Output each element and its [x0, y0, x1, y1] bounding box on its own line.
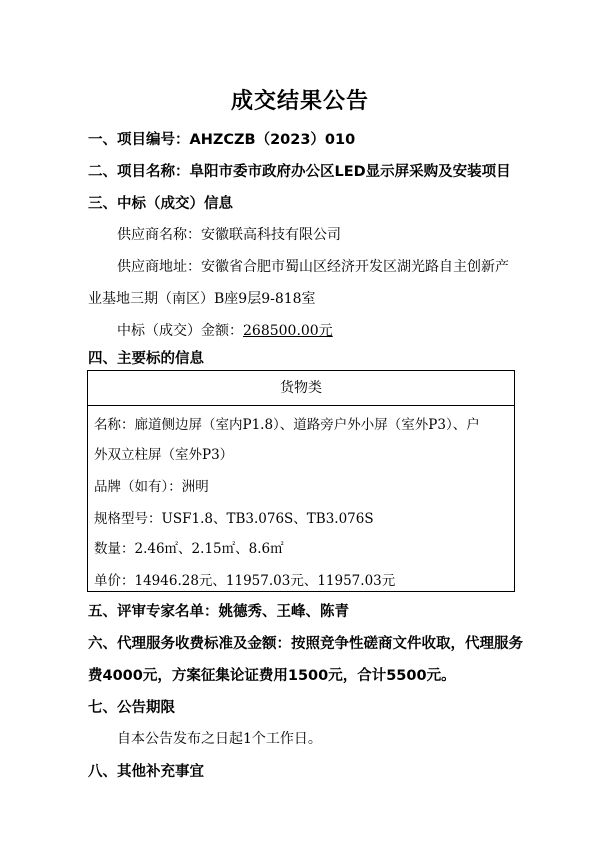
goods-brand: 品牌（如有）：洲明	[94, 479, 209, 495]
experts-list: 五、评审专家名单：姚德秀、王峰、陈青	[88, 604, 349, 620]
supplier-address-line1: 供应商地址：安徽省合肥市蜀山区经济开发区湖光路自主创新产	[117, 259, 509, 275]
main-items-heading: 四、主要标的信息	[88, 351, 204, 367]
award-info-heading: 三、中标（成交）信息	[88, 196, 233, 212]
award-amount	[117, 320, 333, 340]
goods-model: 规格型号：USF1.8、TB3.076S、TB3.076S	[94, 511, 374, 527]
goods-table	[87, 370, 515, 592]
award-amount-value: 268500.00元	[243, 323, 333, 339]
notice-period-heading: 七、公告期限	[88, 700, 175, 716]
agency-fee-line2: 费4000元，方案征集论证费用1500元，合计5500元。	[88, 668, 456, 684]
project-name: 二、项目名称：阜阳市委市政府办公区LED显示屏采购及安装项目	[88, 164, 511, 180]
agency-fee-line1: 六、代理服务收费标准及金额：按照竞争性磋商文件收取，代理服务	[88, 636, 523, 652]
other-matters-heading: 八、其他补充事宜	[88, 764, 204, 780]
goods-table-header: 货物类	[88, 371, 514, 406]
notice-period-text: 自本公告发布之日起1个工作日。	[117, 731, 322, 747]
page-title: 成交结果公告	[230, 89, 369, 114]
award-amount-label: 中标（成交）金额：	[117, 323, 243, 339]
project-number: 一、项目编号：AHZCZB（2023）010	[88, 132, 356, 148]
supplier-name: 供应商名称：安徽联高科技有限公司	[117, 227, 341, 243]
goods-name-line1: 名称：廊道侧边屏（室内P1.8）、道路旁户外小屏（室外P3）、户	[94, 417, 480, 433]
goods-quantity: 数量：2.46㎡、2.15㎡、8.6㎡	[94, 541, 284, 557]
supplier-address-line2: 业基地三期（南区）B座9层9-818室	[88, 291, 316, 307]
goods-price: 单价：14946.28元、11957.03元、11957.03元	[94, 573, 396, 589]
goods-name-line2: 外双立柱屏（室外P3）	[94, 447, 234, 463]
